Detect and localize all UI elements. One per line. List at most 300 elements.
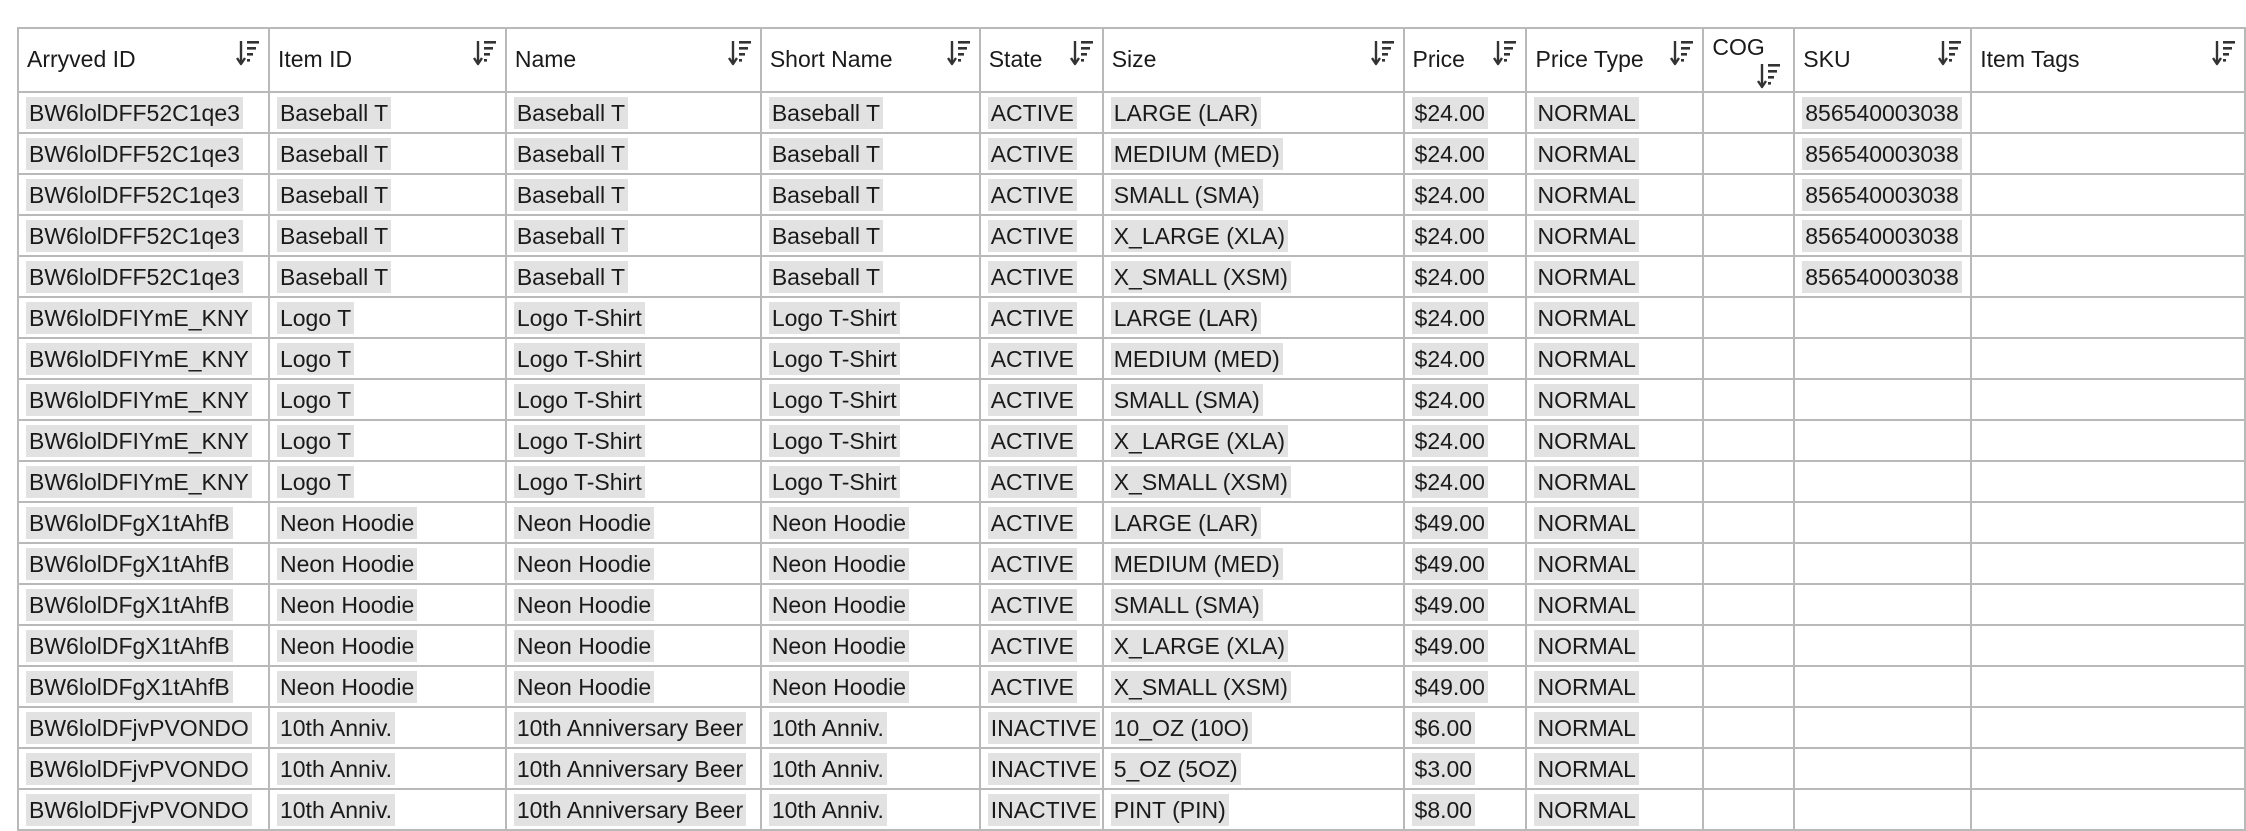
cell-name[interactable] <box>506 502 761 543</box>
cell-name[interactable] <box>506 625 761 666</box>
column-header-label: Item Tags <box>1980 46 2080 72</box>
cell-value: $49.00 <box>1412 630 1488 662</box>
cell-name[interactable] <box>506 789 761 830</box>
cell-value: BW6lolDFIYmE_KNY <box>26 425 252 457</box>
cell-item-tags[interactable] <box>1971 379 2245 420</box>
cell-arryved-id[interactable] <box>18 625 269 666</box>
cell-size[interactable] <box>1103 748 1404 789</box>
cell-arryved-id[interactable] <box>18 215 269 256</box>
cell-state[interactable] <box>980 789 1103 830</box>
cell-item-tags[interactable] <box>1971 297 2245 338</box>
cell-short-name[interactable] <box>761 174 980 215</box>
table-row[interactable] <box>18 789 2245 830</box>
cell-size[interactable] <box>1103 379 1404 420</box>
cell-value: BW6lolDFIYmE_KNY <box>26 384 252 416</box>
cell-cog[interactable] <box>1703 215 1794 256</box>
column-header-arryved-id[interactable] <box>18 28 269 92</box>
cell-size[interactable] <box>1103 625 1404 666</box>
cell-price[interactable] <box>1404 543 1527 584</box>
cell-size[interactable] <box>1103 92 1404 133</box>
column-header-item-tags[interactable] <box>1971 28 2245 92</box>
cell-arryved-id[interactable] <box>18 543 269 584</box>
cell-value: Logo T-Shirt <box>514 302 645 334</box>
cell-state[interactable] <box>980 707 1103 748</box>
cell-value: INACTIVE <box>988 753 1100 785</box>
cell-value: Logo T-Shirt <box>769 466 900 498</box>
cell-value: Baseball T <box>514 261 628 293</box>
cell-value: Baseball T <box>514 179 628 211</box>
cell-sku[interactable] <box>1794 707 1971 748</box>
cell-item-id[interactable] <box>269 625 506 666</box>
cell-item-tags[interactable] <box>1971 461 2245 502</box>
cell-item-tags[interactable] <box>1971 215 2245 256</box>
cell-price-type[interactable] <box>1526 789 1703 830</box>
cell-value: Neon Hoodie <box>514 589 654 621</box>
cell-item-tags[interactable] <box>1971 543 2245 584</box>
cell-item-id[interactable] <box>269 92 506 133</box>
column-header-price-type[interactable] <box>1526 28 1703 92</box>
sort-descending-icon[interactable] <box>1371 38 1395 68</box>
cell-arryved-id[interactable] <box>18 174 269 215</box>
cell-value: ACTIVE <box>988 507 1077 539</box>
cell-value: $3.00 <box>1412 753 1476 785</box>
cell-size[interactable] <box>1103 789 1404 830</box>
cell-item-id[interactable] <box>269 748 506 789</box>
cell-size[interactable] <box>1103 666 1404 707</box>
cell-arryved-id[interactable] <box>18 707 269 748</box>
cell-state[interactable] <box>980 215 1103 256</box>
table-row[interactable] <box>18 338 2245 379</box>
cell-cog[interactable] <box>1703 666 1794 707</box>
cell-name[interactable] <box>506 338 761 379</box>
cell-value: Logo T <box>277 384 354 416</box>
cell-price[interactable] <box>1404 584 1527 625</box>
cell-price[interactable] <box>1404 92 1527 133</box>
sort-descending-icon[interactable] <box>728 38 752 68</box>
cell-price-type[interactable] <box>1526 420 1703 461</box>
sort-descending-icon[interactable] <box>236 38 260 68</box>
cell-cog[interactable] <box>1703 133 1794 174</box>
cell-sku[interactable] <box>1794 543 1971 584</box>
cell-price-type[interactable] <box>1526 625 1703 666</box>
cell-size[interactable] <box>1103 543 1404 584</box>
cell-sku[interactable] <box>1794 748 1971 789</box>
cell-state[interactable] <box>980 748 1103 789</box>
cell-price-type[interactable] <box>1526 666 1703 707</box>
cell-item-id[interactable] <box>269 297 506 338</box>
cell-price-type[interactable] <box>1526 256 1703 297</box>
cell-value: MEDIUM (MED) <box>1111 343 1283 375</box>
cell-price-type[interactable] <box>1526 707 1703 748</box>
table-row[interactable] <box>18 215 2245 256</box>
sort-descending-icon[interactable] <box>1757 61 1781 91</box>
cell-cog[interactable] <box>1703 338 1794 379</box>
cell-state[interactable] <box>980 133 1103 174</box>
cell-state[interactable] <box>980 543 1103 584</box>
cell-item-tags[interactable] <box>1971 584 2245 625</box>
sort-descending-icon[interactable] <box>947 38 971 68</box>
cell-size[interactable] <box>1103 461 1404 502</box>
cell-value: Logo T-Shirt <box>514 384 645 416</box>
table-row[interactable] <box>18 461 2245 502</box>
column-header-sku[interactable] <box>1794 28 1971 92</box>
cell-short-name[interactable] <box>761 215 980 256</box>
sort-descending-icon[interactable] <box>473 38 497 68</box>
cell-value: $24.00 <box>1412 261 1488 293</box>
cell-arryved-id[interactable] <box>18 748 269 789</box>
cell-item-id[interactable] <box>269 543 506 584</box>
cell-size[interactable] <box>1103 420 1404 461</box>
cell-value: $24.00 <box>1412 97 1488 129</box>
cell-price-type[interactable] <box>1526 584 1703 625</box>
cell-value: NORMAL <box>1534 220 1638 252</box>
cell-cog[interactable] <box>1703 543 1794 584</box>
sort-descending-icon[interactable] <box>1070 38 1094 68</box>
cell-size[interactable] <box>1103 215 1404 256</box>
cell-item-id[interactable] <box>269 420 506 461</box>
cell-name[interactable] <box>506 215 761 256</box>
cell-size[interactable] <box>1103 584 1404 625</box>
cell-arryved-id[interactable] <box>18 338 269 379</box>
cell-item-id[interactable] <box>269 666 506 707</box>
cell-value: 856540003038 <box>1802 138 1962 170</box>
cell-sku[interactable] <box>1794 92 1971 133</box>
table-row[interactable] <box>18 297 2245 338</box>
cell-name[interactable] <box>506 584 761 625</box>
cell-name[interactable] <box>506 543 761 584</box>
cell-price-type[interactable] <box>1526 502 1703 543</box>
cell-sku[interactable] <box>1794 338 1971 379</box>
cell-short-name[interactable] <box>761 256 980 297</box>
cell-arryved-id[interactable] <box>18 256 269 297</box>
cell-sku[interactable] <box>1794 297 1971 338</box>
cell-arryved-id[interactable] <box>18 133 269 174</box>
cell-short-name[interactable] <box>761 461 980 502</box>
cell-cog[interactable] <box>1703 625 1794 666</box>
cell-state[interactable] <box>980 256 1103 297</box>
cell-item-id[interactable] <box>269 256 506 297</box>
cell-price-type[interactable] <box>1526 338 1703 379</box>
cell-price[interactable] <box>1404 625 1527 666</box>
cell-size[interactable] <box>1103 707 1404 748</box>
sort-descending-icon[interactable] <box>1493 38 1517 68</box>
cell-price[interactable] <box>1404 748 1527 789</box>
cell-value: Baseball T <box>514 220 628 252</box>
cell-sku[interactable] <box>1794 789 1971 830</box>
cell-value: $24.00 <box>1412 466 1488 498</box>
cell-short-name[interactable] <box>761 379 980 420</box>
cell-sku[interactable] <box>1794 666 1971 707</box>
cell-price-type[interactable] <box>1526 461 1703 502</box>
cell-cog[interactable] <box>1703 420 1794 461</box>
cell-item-tags[interactable] <box>1971 625 2245 666</box>
cell-cog[interactable] <box>1703 174 1794 215</box>
column-header-state[interactable] <box>980 28 1103 92</box>
cell-short-name[interactable] <box>761 133 980 174</box>
cell-value: $24.00 <box>1412 179 1488 211</box>
cell-short-name[interactable] <box>761 625 980 666</box>
cell-name[interactable] <box>506 92 761 133</box>
cell-value: Neon Hoodie <box>514 630 654 662</box>
cell-arryved-id[interactable] <box>18 584 269 625</box>
sort-descending-icon[interactable] <box>1670 38 1694 68</box>
cell-value: SMALL (SMA) <box>1111 179 1263 211</box>
cell-state[interactable] <box>980 174 1103 215</box>
cell-item-id[interactable] <box>269 584 506 625</box>
cell-state[interactable] <box>980 584 1103 625</box>
cell-price-type[interactable] <box>1526 543 1703 584</box>
cell-price[interactable] <box>1404 420 1527 461</box>
cell-price[interactable] <box>1404 174 1527 215</box>
cell-price[interactable] <box>1404 297 1527 338</box>
cell-value: NORMAL <box>1534 507 1638 539</box>
sort-descending-icon[interactable] <box>2212 38 2236 68</box>
cell-value: ACTIVE <box>988 220 1077 252</box>
cell-short-name[interactable] <box>761 297 980 338</box>
cell-item-tags[interactable] <box>1971 133 2245 174</box>
cell-cog[interactable] <box>1703 707 1794 748</box>
cell-item-tags[interactable] <box>1971 707 2245 748</box>
cell-value: Baseball T <box>769 261 883 293</box>
cell-name[interactable] <box>506 461 761 502</box>
cell-cog[interactable] <box>1703 748 1794 789</box>
cell-sku[interactable] <box>1794 625 1971 666</box>
cell-price-type[interactable] <box>1526 133 1703 174</box>
column-header-price[interactable] <box>1404 28 1527 92</box>
cell-sku[interactable] <box>1794 420 1971 461</box>
cell-value: Neon Hoodie <box>769 630 909 662</box>
cell-value: LARGE (LAR) <box>1111 507 1261 539</box>
table-row[interactable] <box>18 584 2245 625</box>
cell-size[interactable] <box>1103 174 1404 215</box>
column-header-cog[interactable] <box>1703 28 1794 92</box>
cell-cog[interactable] <box>1703 789 1794 830</box>
cell-item-id[interactable] <box>269 379 506 420</box>
cell-arryved-id[interactable] <box>18 789 269 830</box>
table-row[interactable] <box>18 502 2245 543</box>
cell-value: $24.00 <box>1412 384 1488 416</box>
cell-price[interactable] <box>1404 502 1527 543</box>
cell-value: X_LARGE (XLA) <box>1111 425 1288 457</box>
cell-name[interactable] <box>506 420 761 461</box>
column-header-label: Arryved ID <box>27 46 136 72</box>
cell-arryved-id[interactable] <box>18 666 269 707</box>
cell-value: SMALL (SMA) <box>1111 384 1263 416</box>
table-row[interactable] <box>18 133 2245 174</box>
cell-size[interactable] <box>1103 297 1404 338</box>
cell-name[interactable] <box>506 379 761 420</box>
cell-item-tags[interactable] <box>1971 338 2245 379</box>
table-row[interactable] <box>18 625 2245 666</box>
column-header-size[interactable] <box>1103 28 1404 92</box>
cell-value: BW6lolDFjvPVONDO <box>26 712 252 744</box>
cell-sku[interactable] <box>1794 461 1971 502</box>
cell-price-type[interactable] <box>1526 297 1703 338</box>
cell-state[interactable] <box>980 92 1103 133</box>
cell-short-name[interactable] <box>761 338 980 379</box>
cell-name[interactable] <box>506 707 761 748</box>
cell-price[interactable] <box>1404 789 1527 830</box>
cell-arryved-id[interactable] <box>18 92 269 133</box>
cell-short-name[interactable] <box>761 707 980 748</box>
cell-item-tags[interactable] <box>1971 748 2245 789</box>
cell-price[interactable] <box>1404 379 1527 420</box>
column-header-label: Name <box>514 46 577 72</box>
column-header-short-name[interactable] <box>761 28 980 92</box>
cell-short-name[interactable] <box>761 748 980 789</box>
cell-value: Baseball T <box>769 220 883 252</box>
cell-state[interactable] <box>980 297 1103 338</box>
cell-item-tags[interactable] <box>1971 92 2245 133</box>
cell-state[interactable] <box>980 666 1103 707</box>
cell-state[interactable] <box>980 461 1103 502</box>
cell-value: ACTIVE <box>988 302 1077 334</box>
table-row[interactable] <box>18 256 2245 297</box>
cell-value: X_LARGE (XLA) <box>1111 220 1288 252</box>
cell-short-name[interactable] <box>761 584 980 625</box>
cell-price-type[interactable] <box>1526 92 1703 133</box>
cell-state[interactable] <box>980 379 1103 420</box>
cell-price[interactable] <box>1404 461 1527 502</box>
cell-price[interactable] <box>1404 133 1527 174</box>
cell-sku[interactable] <box>1794 584 1971 625</box>
column-header-item-id[interactable] <box>269 28 506 92</box>
cell-value: ACTIVE <box>988 343 1077 375</box>
table-row[interactable] <box>18 666 2245 707</box>
column-header-name[interactable] <box>506 28 761 92</box>
cell-name[interactable] <box>506 256 761 297</box>
cell-item-id[interactable] <box>269 789 506 830</box>
table-row[interactable] <box>18 748 2245 789</box>
cell-sku[interactable] <box>1794 215 1971 256</box>
cell-name[interactable] <box>506 174 761 215</box>
cell-cog[interactable] <box>1703 502 1794 543</box>
cell-price[interactable] <box>1404 666 1527 707</box>
cell-value: SMALL (SMA) <box>1111 589 1263 621</box>
cell-value: BW6lolDFIYmE_KNY <box>26 302 252 334</box>
cell-item-id[interactable] <box>269 338 506 379</box>
cell-cog[interactable] <box>1703 256 1794 297</box>
cell-price-type[interactable] <box>1526 379 1703 420</box>
cell-cog[interactable] <box>1703 92 1794 133</box>
cell-name[interactable] <box>506 748 761 789</box>
cell-cog[interactable] <box>1703 297 1794 338</box>
cell-value: ACTIVE <box>988 671 1077 703</box>
cell-cog[interactable] <box>1703 584 1794 625</box>
cell-sku[interactable] <box>1794 379 1971 420</box>
cell-item-id[interactable] <box>269 215 506 256</box>
cell-sku[interactable] <box>1794 502 1971 543</box>
cell-short-name[interactable] <box>761 666 980 707</box>
cell-item-id[interactable] <box>269 461 506 502</box>
header-row <box>18 28 2245 92</box>
cell-item-tags[interactable] <box>1971 666 2245 707</box>
cell-short-name[interactable] <box>761 420 980 461</box>
cell-item-id[interactable] <box>269 133 506 174</box>
cell-arryved-id[interactable] <box>18 461 269 502</box>
cell-value: Baseball T <box>277 220 391 252</box>
cell-value: 10th Anniversary Beer <box>514 712 746 744</box>
cell-size[interactable] <box>1103 133 1404 174</box>
cell-item-tags[interactable] <box>1971 502 2245 543</box>
cell-sku[interactable] <box>1794 174 1971 215</box>
cell-arryved-id[interactable] <box>18 297 269 338</box>
cell-state[interactable] <box>980 502 1103 543</box>
cell-item-tags[interactable] <box>1971 256 2245 297</box>
items-table-container <box>17 27 2246 831</box>
cell-value: 10th Anniv. <box>277 753 395 785</box>
cell-size[interactable] <box>1103 502 1404 543</box>
cell-value: ACTIVE <box>988 138 1077 170</box>
column-header-label: Short Name <box>769 46 893 72</box>
cell-arryved-id[interactable] <box>18 420 269 461</box>
table-row[interactable] <box>18 420 2245 461</box>
cell-arryved-id[interactable] <box>18 502 269 543</box>
cell-price-type[interactable] <box>1526 174 1703 215</box>
cell-size[interactable] <box>1103 256 1404 297</box>
table-row[interactable] <box>18 379 2245 420</box>
cell-price-type[interactable] <box>1526 215 1703 256</box>
cell-price[interactable] <box>1404 338 1527 379</box>
cell-value: PINT (PIN) <box>1111 794 1229 826</box>
cell-item-id[interactable] <box>269 174 506 215</box>
cell-value: Logo T <box>277 343 354 375</box>
table-row[interactable] <box>18 707 2245 748</box>
cell-item-id[interactable] <box>269 502 506 543</box>
cell-size[interactable] <box>1103 338 1404 379</box>
cell-value: X_SMALL (XSM) <box>1111 671 1291 703</box>
table-row[interactable] <box>18 92 2245 133</box>
cell-item-tags[interactable] <box>1971 420 2245 461</box>
cell-price[interactable] <box>1404 707 1527 748</box>
cell-value: BW6lolDFjvPVONDO <box>26 753 252 785</box>
cell-name[interactable] <box>506 666 761 707</box>
sort-descending-icon[interactable] <box>1938 38 1962 68</box>
cell-item-tags[interactable] <box>1971 789 2245 830</box>
cell-short-name[interactable] <box>761 92 980 133</box>
cell-value: NORMAL <box>1534 302 1638 334</box>
cell-price-type[interactable] <box>1526 748 1703 789</box>
cell-state[interactable] <box>980 338 1103 379</box>
table-row[interactable] <box>18 174 2245 215</box>
cell-short-name[interactable] <box>761 543 980 584</box>
cell-item-id[interactable] <box>269 707 506 748</box>
cell-value: Logo T <box>277 466 354 498</box>
cell-value: $24.00 <box>1412 220 1488 252</box>
cell-cog[interactable] <box>1703 379 1794 420</box>
cell-value: X_SMALL (XSM) <box>1111 466 1291 498</box>
cell-value: BW6lolDFIYmE_KNY <box>26 343 252 375</box>
cell-cog[interactable] <box>1703 461 1794 502</box>
cell-value: NORMAL <box>1534 589 1638 621</box>
items-table <box>17 27 2246 831</box>
cell-name[interactable] <box>506 297 761 338</box>
cell-price[interactable] <box>1404 215 1527 256</box>
cell-name[interactable] <box>506 133 761 174</box>
cell-sku[interactable] <box>1794 133 1971 174</box>
cell-item-tags[interactable] <box>1971 174 2245 215</box>
cell-state[interactable] <box>980 420 1103 461</box>
cell-value: Baseball T <box>769 138 883 170</box>
cell-sku[interactable] <box>1794 256 1971 297</box>
column-header-label: COG <box>1712 34 1765 60</box>
cell-price[interactable] <box>1404 256 1527 297</box>
cell-state[interactable] <box>980 625 1103 666</box>
table-row[interactable] <box>18 543 2245 584</box>
cell-short-name[interactable] <box>761 502 980 543</box>
cell-short-name[interactable] <box>761 789 980 830</box>
cell-arryved-id[interactable] <box>18 379 269 420</box>
